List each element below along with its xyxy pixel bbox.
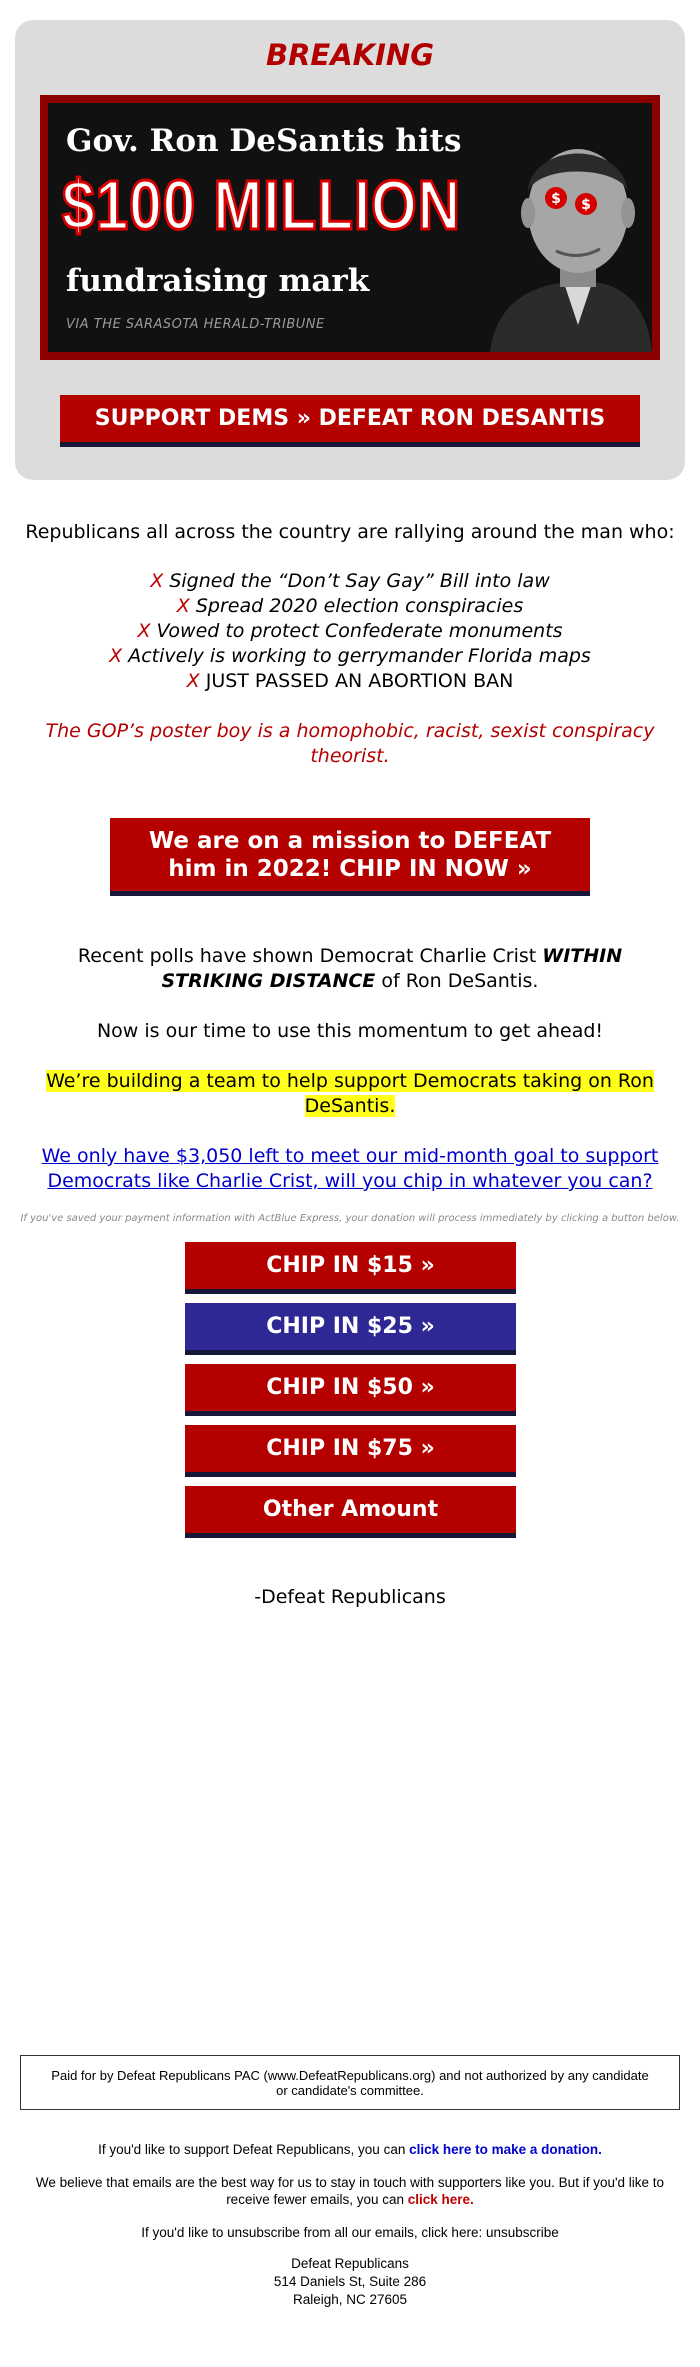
fewer-emails-line: [20, 2174, 680, 2208]
other-amount-button[interactable]: Other Amount: [185, 1486, 516, 1538]
x-mark-icon: X: [176, 595, 190, 617]
x-mark-icon: X: [150, 570, 164, 592]
banner-inner: [48, 103, 652, 352]
support-line: [20, 2141, 680, 2158]
banner-line1: Gov. Ron DeSantis hits: [66, 123, 462, 159]
goal-link-text[interactable]: We only have $3,050 left to meet our mid-month goal to support Democrats like Charlie Crist, will you chip in whatever you can?: [41, 1145, 659, 1192]
list-item: [20, 644, 680, 669]
org-name: Defeat Republicans: [291, 2256, 409, 2271]
fewer-emails-text: We believe that emails are the best way for us to stay in touch with supporters like you. But if you'd like to receive fewer emails, you can: [35, 2175, 665, 2207]
list-item: [20, 594, 680, 619]
list-item: [20, 569, 680, 594]
intro-text: Republicans all across the country are rallying around the man who:: [25, 521, 675, 543]
banner-line3: fundraising mark: [66, 263, 370, 299]
paid-for-disclaimer: Paid for by Defeat Republicans PAC (www.DefeatRepublicans.org) and not authorized by any candidate or candidate's committee.: [20, 2055, 680, 2110]
polls-text: [25, 944, 675, 994]
highlight-text: [25, 1069, 675, 1119]
list-item-text: Spread 2020 election conspiracies: [195, 595, 524, 617]
chip-in-15-button[interactable]: CHIP IN $15 »: [185, 1242, 516, 1294]
polls-text-pre: Recent polls have shown Democrat Charlie Crist: [77, 945, 543, 967]
desantis-portrait: [480, 103, 652, 352]
address-line-2: Raleigh, NC 27605: [292, 2292, 408, 2307]
goal-link[interactable]: [25, 1144, 675, 1194]
donation-link[interactable]: click here to make a donation.: [409, 2142, 602, 2157]
x-mark-icon: X: [186, 670, 200, 692]
list-item-text: Signed the “Don’t Say Gay” Bill into law: [169, 570, 550, 592]
chip-in-50-button[interactable]: CHIP IN $50 »: [185, 1364, 516, 1416]
momentum-text: Now is our time to use this momentum to get ahead!: [96, 1020, 604, 1042]
fewer-emails-link[interactable]: click here.: [407, 2192, 474, 2207]
poster-boy-text: The GOP’s poster boy is a homophobic, racist, sexist conspiracy theorist.: [45, 720, 655, 767]
hero-section: [15, 20, 685, 480]
list-item: [20, 669, 680, 694]
support-line-text: If you'd like to support Defeat Republicans, you can: [98, 2142, 410, 2157]
headline-banner[interactable]: [40, 95, 660, 360]
banner-amount: $100 MILLION: [62, 166, 461, 244]
list-item-text: Vowed to protect Confederate monuments: [156, 620, 563, 642]
mission-chip-in-button[interactable]: We are on a mission to DEFEAT him in 2022! CHIP IN NOW »: [110, 818, 590, 896]
actblue-express-note: If you've saved your payment information with ActBlue Express, your donation will process immediately by clicking a button below.: [20, 1213, 680, 1224]
x-mark-icon: X: [109, 645, 123, 667]
chip-in-25-button[interactable]: CHIP IN $25 »: [185, 1303, 516, 1355]
list-item: [20, 619, 680, 644]
support-dems-button[interactable]: SUPPORT DEMS » DEFEAT RON DESANTIS: [60, 395, 640, 447]
highlighted-span: We’re building a team to help support Democrats taking on Ron DeSantis.: [46, 1070, 654, 1117]
list-item-text: JUST PASSED AN ABORTION BAN: [205, 670, 514, 692]
banner-source: VIA THE SARASOTA HERALD-TRIBUNE: [66, 317, 325, 332]
left-eye-dollar: $: [551, 191, 561, 207]
unsubscribe-line: [20, 2224, 680, 2241]
x-mark-icon: X: [137, 620, 151, 642]
list-item-text: Actively is working to gerrymander Florida maps: [128, 645, 591, 667]
signoff: -Defeat Republicans: [254, 1586, 446, 1608]
chip-in-75-button[interactable]: CHIP IN $75 »: [185, 1425, 516, 1477]
polls-emphasis: WITHIN STRIKING DISTANCE: [161, 945, 623, 992]
polls-text-post: of Ron DeSantis.: [375, 970, 539, 992]
unsubscribe-link[interactable]: unsubscribe: [485, 2225, 559, 2240]
address-line-1: 514 Daniels St, Suite 286: [273, 2274, 427, 2289]
right-eye-dollar: $: [581, 197, 591, 213]
breaking-label: BREAKING: [265, 38, 435, 72]
unsubscribe-text: If you'd like to unsubscribe from all our emails, click here:: [141, 2225, 486, 2240]
